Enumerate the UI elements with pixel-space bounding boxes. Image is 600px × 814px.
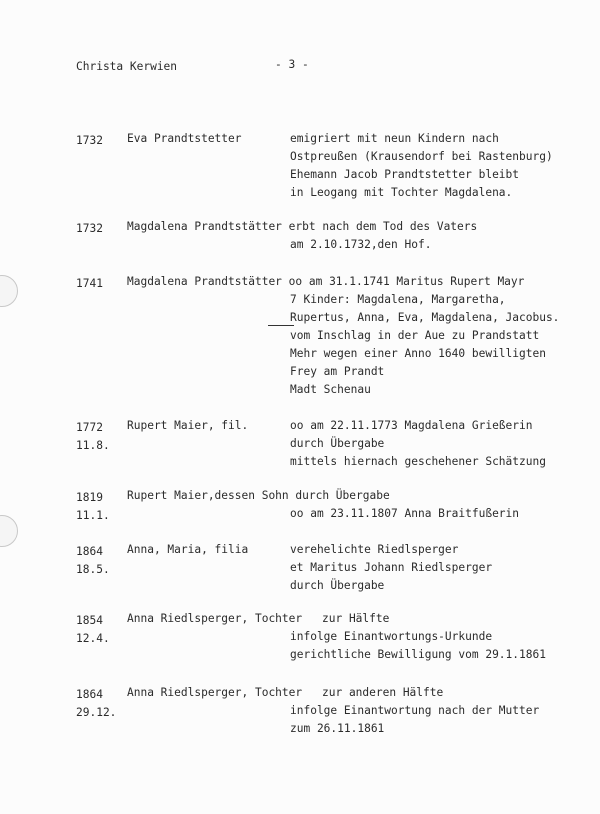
entry-name: Anna Riedlsperger, Tochter [127,686,303,699]
page-number: - 3 - [275,58,309,71]
entry-name-line: Magdalena Prandtstätter erbt nach dem Tod des Vaters [127,220,478,233]
punch-hole-lower [0,515,18,547]
entry-text-line: durch Übergabe [290,437,385,450]
entry-name: Rupert Maier, fil. [127,419,249,432]
punch-hole-upper [0,275,18,307]
entry-text-line: zur anderen Hälfte [322,686,444,699]
entry-text-line: infolge Einantwortungs-Urkunde [290,630,493,643]
entry-date: 29.12. [76,706,117,719]
entry-text-line: durch Übergabe [290,579,385,592]
entry-year: 1854 [76,614,103,627]
entry-text-line: zum 26.11.1861 [290,722,385,735]
entry-text-line: oo am 23.11.1807 Anna Braitfußerin [290,507,520,520]
entry-text-line: verehelichte Riedlsperger [290,543,459,556]
entry-text-line: Ehemann Jacob Prandtstetter bleibt [290,168,520,181]
entry-text-line: Ostpreußen (Krausendorf bei Rastenburg) [290,150,553,163]
entry-text-line: Madt Schenau [290,383,371,396]
entry-date: 11.1. [76,509,110,522]
entry-text-line: 7 Kinder: Magdalena, Margaretha, [290,293,506,306]
entry-text-line: et Maritus Johann Riedlsperger [290,561,493,574]
entry-year: 1819 [76,491,103,504]
entry-text-line: vom Inschlag in der Aue zu Prandstatt [290,329,540,342]
entry-name: Anna Riedlsperger, Tochter [127,612,303,625]
entry-text-line: in Leogang mit Tochter Magdalena. [290,186,513,199]
entry-text-line: emigriert mit neun Kindern nach [290,132,499,145]
entry-year: 1741 [76,277,103,290]
handwritten-mark [268,325,294,326]
entry-date: 12.4. [76,632,110,645]
entry-date: 11.8. [76,439,110,452]
entry-text-line: mittels hiernach geschehener Schätzung [290,455,546,468]
entry-name-line: Magdalena Prandtstätter oo am 31.1.1741 Maritus Rupert Mayr [127,275,525,288]
entry-name-line: Rupert Maier,dessen Sohn durch Übergabe [127,489,390,502]
entry-text-line: Mehr wegen einer Anno 1640 bewilligten [290,347,546,360]
entry-text-line: Rupertus, Anna, Eva, Magdalena, Jacobus. [290,311,560,324]
entry-year: 1772 [76,421,103,434]
entry-text-line: zur Hälfte [322,612,390,625]
entry-text-line: Frey am Prandt [290,365,385,378]
entry-name: Anna, Maria, filia [127,543,249,556]
entry-text-line: gerichtliche Bewilligung vom 29.1.1861 [290,648,546,661]
entry-year: 1732 [76,222,103,235]
entry-year: 1732 [76,134,103,147]
entry-text-line: am 2.10.1732,den Hof. [290,238,432,251]
entry-year: 1864 [76,545,103,558]
header-author: Christa Kerwien [76,60,178,73]
entry-name: Eva Prandtstetter [127,132,242,145]
entry-text-line: oo am 22.11.1773 Magdalena Grießerin [290,419,533,432]
entry-year: 1864 [76,688,103,701]
entry-text-line: infolge Einantwortung nach der Mutter [290,704,540,717]
entry-date: 18.5. [76,563,110,576]
